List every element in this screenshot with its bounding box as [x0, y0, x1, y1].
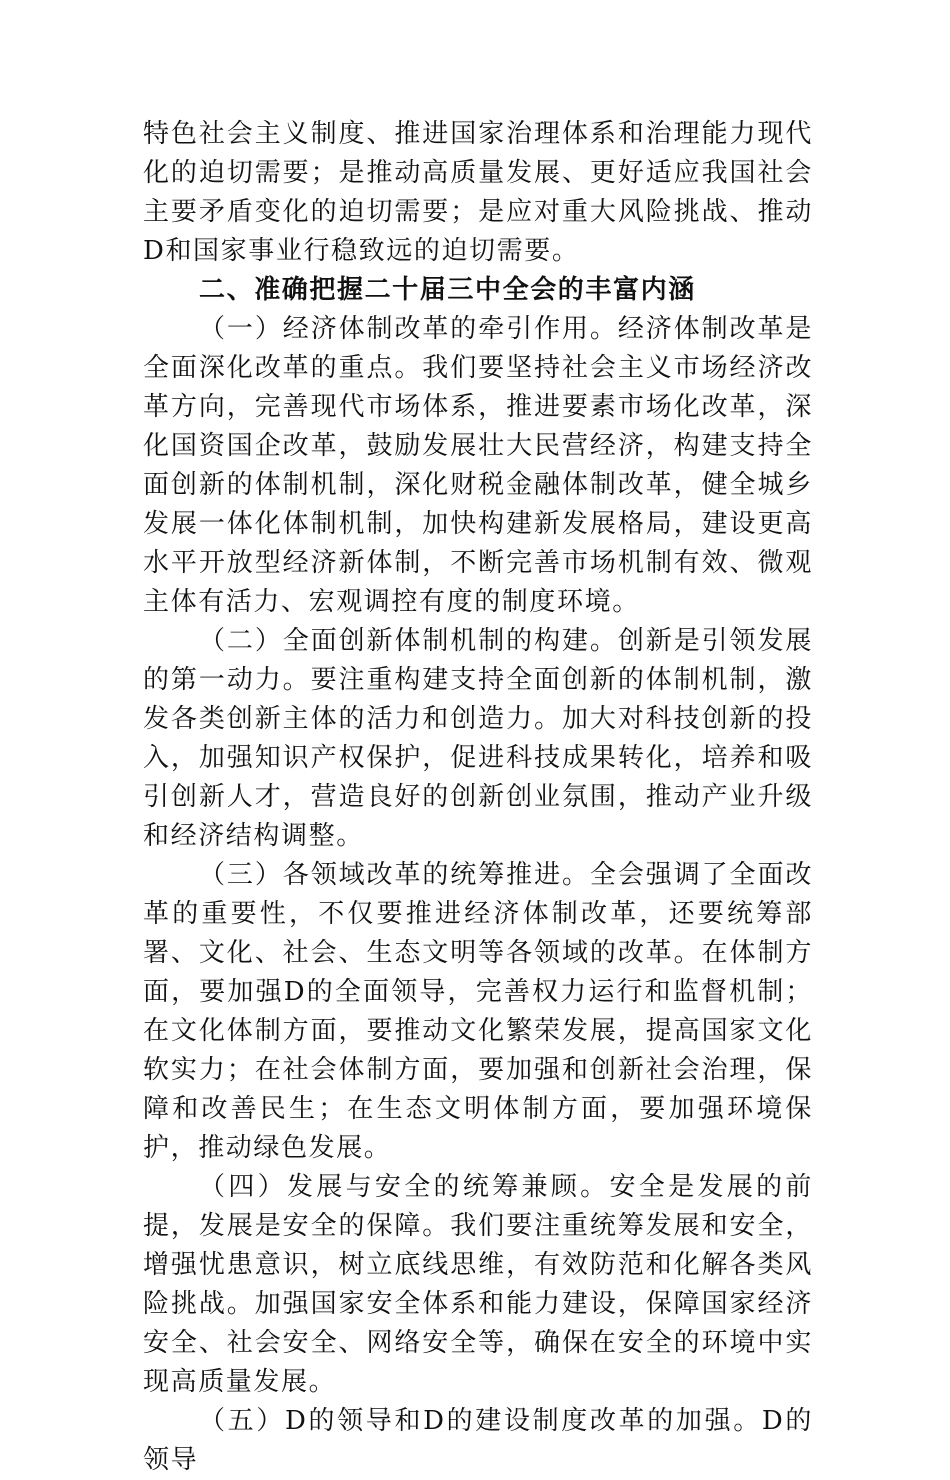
- item-4-body: 安全是发展的前提，发展是安全的保障。我们要注重统筹发展和安全，增强忧患意识，树立底线思维，有效防范和化解各类风险挑战。加强国家安全体系和能力建设，保障国家经济安全、社会安全、网络安全等，确保在安全的环境中实现高质量发展。: [143, 1172, 814, 1397]
- item-1-heading: （一）经济体制改革的牵引作用。: [199, 314, 618, 344]
- item-5-heading: （五）D的领导和D的建设制度改革的加强。: [199, 1406, 762, 1436]
- item-2-body: 创新是引领发展的第一动力。要注重构建支持全面创新的体制机制，激发各类创新主体的活力和创造力。加大对科技创新的投入，加强知识产权保护，促进科技成果转化，培养和吸引创新人才，营造良好的创新创业氛围，推动产业升级和经济结构调整。: [143, 626, 813, 851]
- item-2-heading: （二）全面创新体制机制的构建。: [199, 626, 618, 656]
- paragraph-item-4: [143, 1168, 813, 1402]
- item-5-body: D的领导: [143, 1406, 813, 1475]
- paragraph-item-2: [143, 622, 813, 856]
- document-body: [143, 115, 813, 1480]
- item-4-heading: （四）发展与安全的统筹兼顾。: [199, 1172, 610, 1202]
- section-title: 二、准确把握二十届三中全会的丰富内涵: [199, 275, 696, 305]
- paragraph-item-3: [143, 856, 813, 1168]
- paragraph-item-1: [143, 310, 813, 622]
- intro-paragraph: 特色社会主义制度、推进国家治理体系和治理能力现代化的迫切需要；是推动高质量发展、更好适应我国社会主要矛盾变化的迫切需要；是应对重大风险挑战、推动D和国家事业行稳致远的迫切需要。: [143, 119, 813, 266]
- paragraph-item-5: [143, 1402, 813, 1480]
- item-3-body: 全会强调了全面改革的重要性，不仅要推进经济体制改革，还要统筹部署、文化、社会、生态文明等各领域的改革。在体制方面，要加强D的全面领导，完善权力运行和监督机制；在文化体制方面，要推动文化繁荣发展，提高国家文化软实力；在社会体制方面，要加强和创新社会治理，保障和改善民生；在生态文明体制方面，要加强环境保护，推动绿色发展。: [143, 860, 813, 1163]
- item-3-heading: （三）各领域改革的统筹推进。: [199, 860, 590, 890]
- item-1-body: 经济体制改革是全面深化改革的重点。我们要坚持社会主义市场经济改革方向，完善现代市场体系，推进要素市场化改革，深化国资国企改革，鼓励发展壮大民营经济，构建支持全面创新的体制机制，深化财税金融体制改革，健全城乡发展一体化体制机制，加快构建新发展格局，建设更高水平开放型经济新体制，不断完善市场机制有效、微观主体有活力、宏观调控有度的制度环境。: [143, 314, 813, 617]
